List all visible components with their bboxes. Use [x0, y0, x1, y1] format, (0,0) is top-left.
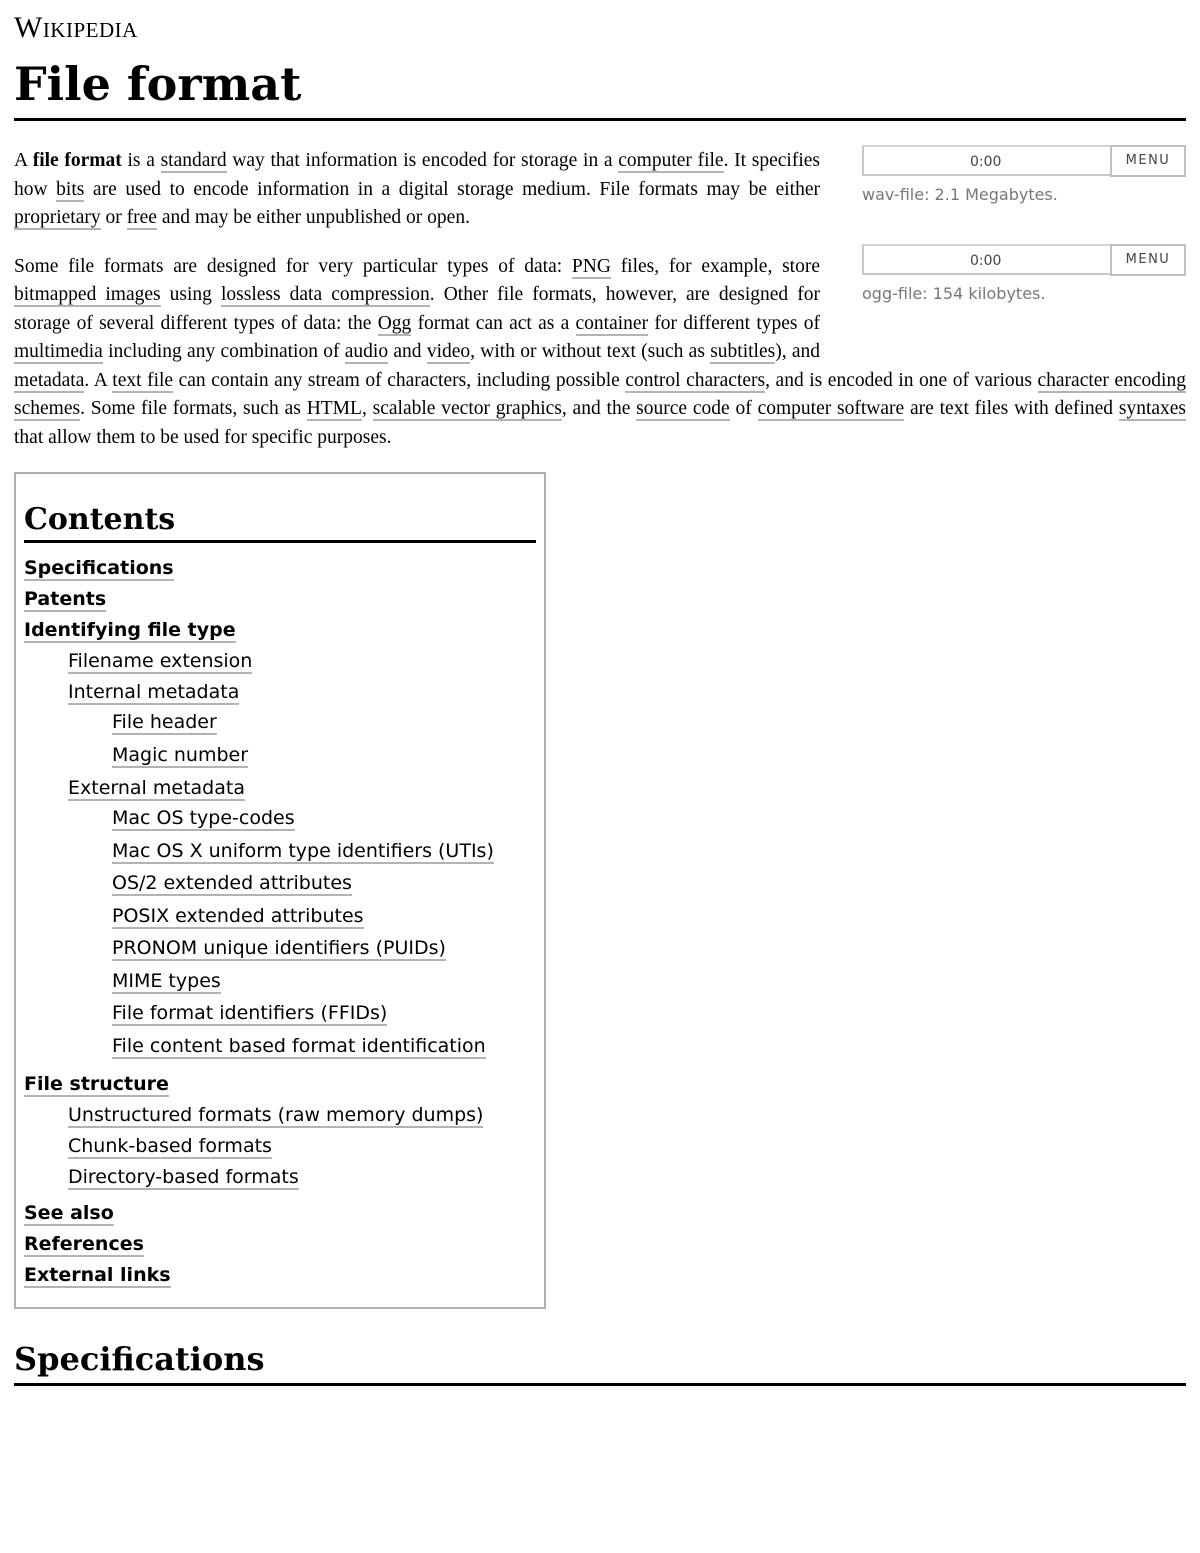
- toc-link[interactable]: Filename extension: [68, 650, 253, 672]
- toc-link[interactable]: Specifications: [24, 557, 174, 579]
- media-caption: ogg-file: 154 kilobytes.: [862, 284, 1046, 303]
- article-link[interactable]: PNG: [571, 255, 611, 277]
- audio-player-wav[interactable]: [858, 145, 1186, 179]
- article-link[interactable]: source code: [636, 398, 730, 419]
- table-of-contents: [14, 472, 546, 1309]
- toc-heading: Contents: [24, 502, 536, 543]
- toc-item: [112, 999, 536, 1029]
- toc-item: [112, 869, 536, 899]
- toc-list: [24, 557, 536, 1286]
- article-link[interactable]: metadata: [14, 369, 85, 391]
- toc-link[interactable]: File structure: [24, 1073, 169, 1095]
- paragraph-text: ), and: [775, 341, 821, 362]
- paragraph-text: files, for example, store: [610, 255, 820, 277]
- paragraph-text: is a: [121, 150, 161, 171]
- toc-link[interactable]: Identifying file type: [24, 619, 236, 641]
- paragraph-text: . Other file formats, however, are designed for storage of several different types of data: the: [14, 284, 820, 334]
- toc-link[interactable]: External links: [24, 1264, 171, 1286]
- paragraph-text: , and the: [561, 398, 637, 419]
- toc-link[interactable]: File format identifiers (FFIDs): [112, 1002, 388, 1024]
- toc-link[interactable]: See also: [24, 1202, 114, 1224]
- toc-link[interactable]: References: [24, 1233, 144, 1255]
- article-link[interactable]: bits: [56, 178, 85, 200]
- toc-link[interactable]: Patents: [24, 588, 107, 610]
- paragraph-text: format can act as a: [411, 312, 576, 334]
- article-link[interactable]: video: [426, 341, 471, 362]
- paragraph-text: or: [100, 207, 127, 228]
- toc-link[interactable]: Internal metadata: [68, 681, 240, 703]
- toc-item: [24, 1264, 536, 1286]
- article-link[interactable]: standard: [160, 150, 227, 171]
- paragraph-text: and may be either unpublished or open.: [156, 207, 470, 228]
- article-link[interactable]: container: [575, 312, 649, 334]
- paragraph-text: and: [388, 341, 427, 362]
- paragraph-text: using: [160, 284, 221, 305]
- article-content: [14, 147, 1186, 1386]
- paragraph-text: . It specifies how: [14, 150, 821, 200]
- paragraph-text: of: [729, 398, 758, 419]
- toc-item: [68, 1102, 536, 1128]
- article-link[interactable]: scalable vector graphics: [372, 398, 562, 419]
- paragraph-text: are used to encode information in a digital storage medium. File formats may be either: [84, 178, 820, 200]
- paragraph-text: for different types of: [648, 312, 820, 334]
- article-link[interactable]: bitmapped images: [14, 284, 161, 305]
- article-link[interactable]: multimedia: [14, 341, 103, 362]
- bold-term: file format: [32, 150, 122, 171]
- toc-link[interactable]: Unstructured formats (raw memory dumps): [68, 1104, 484, 1126]
- toc-item: [24, 588, 536, 610]
- toc-item: [24, 1202, 536, 1224]
- toc-link[interactable]: File header: [112, 711, 217, 733]
- article-link[interactable]: subtitles: [710, 341, 776, 362]
- toc-item: [24, 557, 536, 579]
- article-link[interactable]: syntaxes: [1118, 398, 1187, 419]
- article-link[interactable]: character encoding schemes: [14, 369, 1186, 419]
- toc-item: [68, 679, 536, 705]
- media-caption: wav-file: 2.1 Megabytes.: [862, 185, 1058, 204]
- toc-link[interactable]: PRONOM unique identifiers (PUIDs): [112, 937, 446, 959]
- paragraph-text: way that information is encoded for storage in a: [226, 150, 619, 171]
- media-column: [858, 143, 1186, 343]
- toc-link[interactable]: External metadata: [68, 777, 245, 799]
- paragraph-text: including any combination of: [102, 341, 345, 362]
- toc-item: [68, 775, 536, 801]
- audio-time: 0:00: [970, 154, 1002, 170]
- toc-item: [68, 648, 536, 674]
- audio-player-ogg[interactable]: [858, 244, 1186, 278]
- toc-link[interactable]: POSIX extended attributes: [112, 904, 364, 927]
- toc-link[interactable]: Chunk-based formats: [68, 1135, 272, 1157]
- wikipedia-logo[interactable]: Wikipedia: [14, 11, 138, 44]
- toc-item: [112, 741, 536, 771]
- toc-link[interactable]: File content based format identification: [112, 1034, 486, 1057]
- paragraph-text: . Some file formats, such as: [80, 398, 307, 419]
- article-link[interactable]: text file: [112, 369, 174, 391]
- paragraph-text: that allow them to be used for specific purposes.: [14, 426, 392, 448]
- toc-item: [112, 934, 536, 964]
- toc-item: [112, 804, 536, 834]
- article-link[interactable]: computer file: [618, 150, 724, 171]
- toc-link[interactable]: OS/2 extended attributes: [112, 872, 352, 894]
- toc-link[interactable]: Magic number: [112, 743, 249, 766]
- toc-link[interactable]: MIME types: [112, 969, 221, 992]
- article-link[interactable]: lossless data compression: [221, 284, 430, 305]
- article-link[interactable]: HTML: [306, 398, 362, 419]
- toc-item: [112, 1032, 536, 1062]
- article-link[interactable]: proprietary: [14, 207, 101, 228]
- paragraph-text: Some file formats are designed for very particular types of data:: [14, 255, 572, 277]
- page-title: File format: [14, 54, 1186, 121]
- toc-link[interactable]: Mac OS type-codes: [112, 807, 295, 829]
- toc-link[interactable]: Directory-based formats: [68, 1166, 299, 1188]
- audio-menu-button[interactable]: MENU: [1110, 244, 1186, 276]
- toc-item: [112, 837, 536, 867]
- article-link[interactable]: free: [126, 207, 157, 228]
- toc-item: [68, 1164, 536, 1190]
- toc-link[interactable]: Mac OS X uniform type identifiers (UTIs): [112, 839, 494, 862]
- toc-item: [24, 619, 536, 641]
- article-link[interactable]: computer software: [757, 398, 905, 419]
- paragraph-text: A: [14, 150, 33, 171]
- paragraph-text: . A: [84, 369, 113, 391]
- toc-item: [24, 1073, 536, 1095]
- paragraph-text: , with or without text (such as: [470, 341, 711, 362]
- toc-item: [24, 1233, 536, 1255]
- article-link[interactable]: audio: [344, 341, 389, 362]
- toc-item: [112, 967, 536, 997]
- article-link[interactable]: Ogg: [377, 312, 412, 334]
- toc-item: [112, 708, 536, 738]
- section-heading: Specifications: [14, 1339, 1186, 1386]
- toc-item: [112, 902, 536, 932]
- paragraph-text: are text files with defined: [904, 398, 1119, 419]
- paragraph-text: ,: [361, 398, 373, 419]
- article-link[interactable]: control characters: [625, 369, 766, 391]
- paragraph-text: , and is encoded in one of various: [765, 369, 1038, 391]
- audio-time: 0:00: [970, 253, 1002, 269]
- toc-item: [68, 1133, 536, 1159]
- audio-menu-button[interactable]: MENU: [1110, 145, 1186, 177]
- paragraph-text: can contain any stream of characters, including possible: [173, 369, 626, 391]
